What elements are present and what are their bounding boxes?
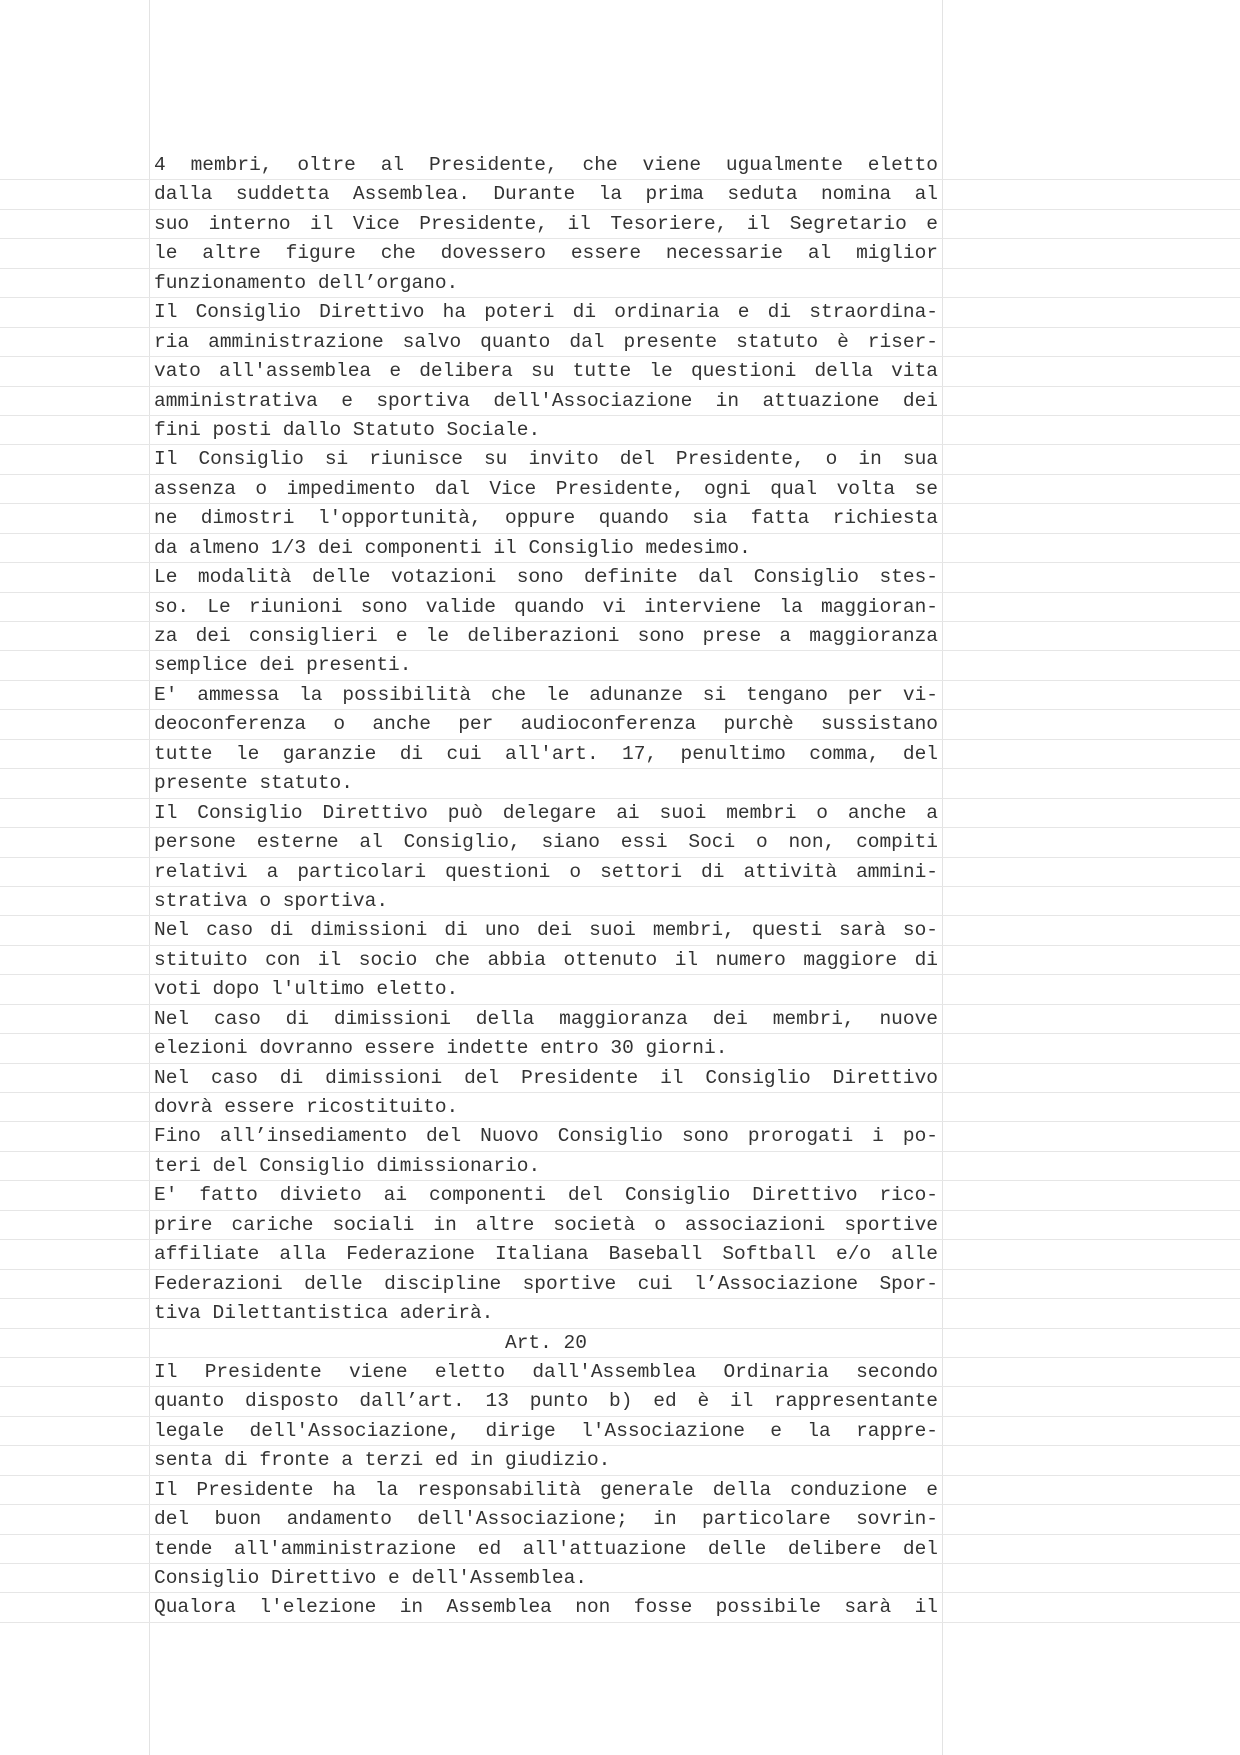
text-line: [0, 563, 1240, 592]
text-line: [0, 1181, 1240, 1210]
text-line-content: elezioni dovranno essere indette entro 30 giorni.: [154, 1037, 728, 1060]
text-line-content: Le modalità delle votazioni sono definite dal Consiglio stes-: [154, 566, 938, 589]
text-line: [0, 298, 1240, 327]
text-line: [0, 269, 1240, 298]
text-line-content: semplice dei presenti.: [154, 654, 412, 677]
text-line-content: Nel caso di dimissioni del Presidente il Consiglio Direttivo: [154, 1066, 938, 1089]
text-line-content: strativa o sportiva.: [154, 889, 389, 912]
text-line: [0, 1093, 1240, 1122]
text-line: [0, 1535, 1240, 1564]
text-line: [0, 151, 1240, 180]
text-line-content: Consiglio Direttivo e dell'Assemblea.: [154, 1567, 587, 1589]
text-line: [0, 1299, 1240, 1328]
text-line-content: deoconferenza o anche per audioconferenza purchè sussistano: [154, 713, 938, 736]
text-line-content: Fino all’insediamento del Nuovo Consiglio sono prorogati i po-: [154, 1125, 938, 1148]
text-line-content: so. Le riunioni sono valide quando vi interviene la maggioran-: [154, 595, 938, 618]
text-line: [0, 1122, 1240, 1151]
document-body: [0, 151, 1240, 1623]
text-line-content: suo interno il Vice Presidente, il Tesoriere, il Segretario e: [154, 212, 938, 235]
text-line-content: voti dopo l'ultimo eletto.: [154, 978, 459, 1001]
text-line: [0, 681, 1240, 710]
text-line-content: Il Presidente ha la responsabilità generale della conduzione e: [154, 1478, 938, 1501]
text-line-content: relativi a particolari questioni o settori di attività ammini-: [154, 860, 938, 883]
text-line-content: stituito con il socio che abbia ottenuto il numero maggiore di: [154, 948, 938, 971]
text-line-content: Nel caso di dimissioni della maggioranza dei membri, nuove: [154, 1007, 938, 1030]
text-line-content: quanto disposto dall’art. 13 punto b) ed è il rappresentante: [154, 1390, 938, 1413]
text-line-content: dovrà essere ricostituito.: [154, 1096, 459, 1118]
text-line: [0, 1005, 1240, 1034]
text-line-content: affiliate alla Federazione Italiana Baseball Softball e/o alle: [154, 1243, 938, 1266]
text-line: [0, 1152, 1240, 1181]
text-line: [0, 799, 1240, 828]
text-line: [0, 1417, 1240, 1446]
text-line: [0, 858, 1240, 887]
text-line-content: ne dimostri l'opportunità, oppure quando sia fatta richiesta: [154, 507, 938, 530]
text-line-content: amministrativa e sportiva dell'Associazione in attuazione dei: [154, 389, 938, 412]
text-line-content: assenza o impedimento dal Vice Presidente, ogni qual volta se: [154, 477, 938, 500]
text-line-content: teri del Consiglio dimissionario.: [154, 1154, 541, 1177]
text-line-content: da almeno 1/3 dei componenti il Consiglio medesimo.: [154, 536, 751, 559]
text-line-content: tutte le garanzie di cui all'art. 17, penultimo comma, del: [154, 742, 938, 765]
text-line: [0, 1476, 1240, 1505]
text-line: [0, 1034, 1240, 1063]
text-line-content: funzionamento dell’organo.: [154, 271, 459, 294]
text-line-content: del buon andamento dell'Associazione; in particolare sovrin-: [154, 1508, 938, 1531]
text-line-content: le altre figure che dovessero essere necessarie al miglior: [154, 242, 938, 265]
text-line: [0, 475, 1240, 504]
text-line: [0, 1593, 1240, 1622]
text-line: [0, 946, 1240, 975]
text-line-content: E' ammessa la possibilità che le adunanze si tengano per vi-: [154, 683, 938, 706]
text-line-content: Il Consiglio Direttivo ha poteri di ordinaria e di straordina-: [154, 301, 938, 324]
text-line-content: E' fatto divieto ai componenti del Consiglio Direttivo rico-: [154, 1184, 938, 1207]
text-line: [0, 180, 1240, 209]
text-line: [0, 1387, 1240, 1416]
text-line: [0, 593, 1240, 622]
text-line: [0, 416, 1240, 445]
text-line: [0, 1329, 1240, 1358]
text-line-content: persone esterne al Consiglio, siano essi Soci o non, compiti: [154, 831, 938, 854]
text-line: [0, 239, 1240, 268]
text-line: [0, 769, 1240, 798]
text-line-content: ria amministrazione salvo quanto dal presente statuto è riser-: [154, 330, 938, 353]
text-line-content: vato all'assemblea e delibera su tutte le questioni della vita: [154, 360, 938, 383]
text-line-content: tiva Dilettantistica aderirà.: [154, 1302, 494, 1325]
text-line: [0, 210, 1240, 239]
text-line-content: Qualora l'elezione in Assemblea non fosse possibile sarà il: [154, 1596, 938, 1619]
text-line-content: tende all'amministrazione ed all'attuazione delle delibere del: [154, 1537, 938, 1560]
text-line-content: prire cariche sociali in altre società o associazioni sportive: [154, 1213, 938, 1236]
text-line: [0, 1211, 1240, 1240]
text-line: [0, 387, 1240, 416]
text-line-content: dalla suddetta Assemblea. Durante la prima seduta nomina al: [154, 183, 938, 206]
text-line-content: presente statuto.: [154, 772, 353, 795]
text-line: [0, 445, 1240, 474]
text-line: [0, 975, 1240, 1004]
text-line: [0, 710, 1240, 739]
text-line-content: 4 membri, oltre al Presidente, che viene ugualmente eletto: [154, 154, 938, 176]
text-line: [0, 1270, 1240, 1299]
text-line-content: Nel caso di dimissioni di uno dei suoi membri, questi sarà so-: [154, 919, 938, 942]
text-line-content: Il Presidente viene eletto dall'Assemblea Ordinaria secondo: [154, 1360, 938, 1383]
text-line: [0, 357, 1240, 386]
text-line-content: senta di fronte a terzi ed in giudizio.: [154, 1449, 611, 1472]
text-line: [0, 828, 1240, 857]
text-line-content: fini posti dallo Statuto Sociale.: [154, 418, 541, 441]
text-line-content: legale dell'Associazione, dirige l'Associazione e la rappre-: [154, 1419, 938, 1442]
text-line: [0, 504, 1240, 533]
text-line: [0, 328, 1240, 357]
text-line-content: Il Consiglio si riunisce su invito del Presidente, o in sua: [154, 448, 938, 471]
text-line: [0, 651, 1240, 680]
text-line: [0, 1446, 1240, 1475]
text-line: [0, 740, 1240, 769]
article-heading: Art. 20: [505, 1331, 587, 1354]
text-line: [0, 916, 1240, 945]
text-line-content: za dei consiglieri e le deliberazioni sono prese a maggioranza: [154, 625, 938, 647]
text-line: [0, 1505, 1240, 1534]
text-line-content: Federazioni delle discipline sportive cui l’Associazione Spor-: [154, 1272, 938, 1295]
text-line: [0, 534, 1240, 563]
text-line: [0, 1240, 1240, 1269]
text-line: [0, 1564, 1240, 1593]
text-line-content: Il Consiglio Direttivo può delegare ai suoi membri o anche a: [154, 801, 938, 824]
text-line: [0, 887, 1240, 916]
text-line: [0, 1064, 1240, 1093]
text-line: [0, 1358, 1240, 1387]
text-line: [0, 622, 1240, 651]
